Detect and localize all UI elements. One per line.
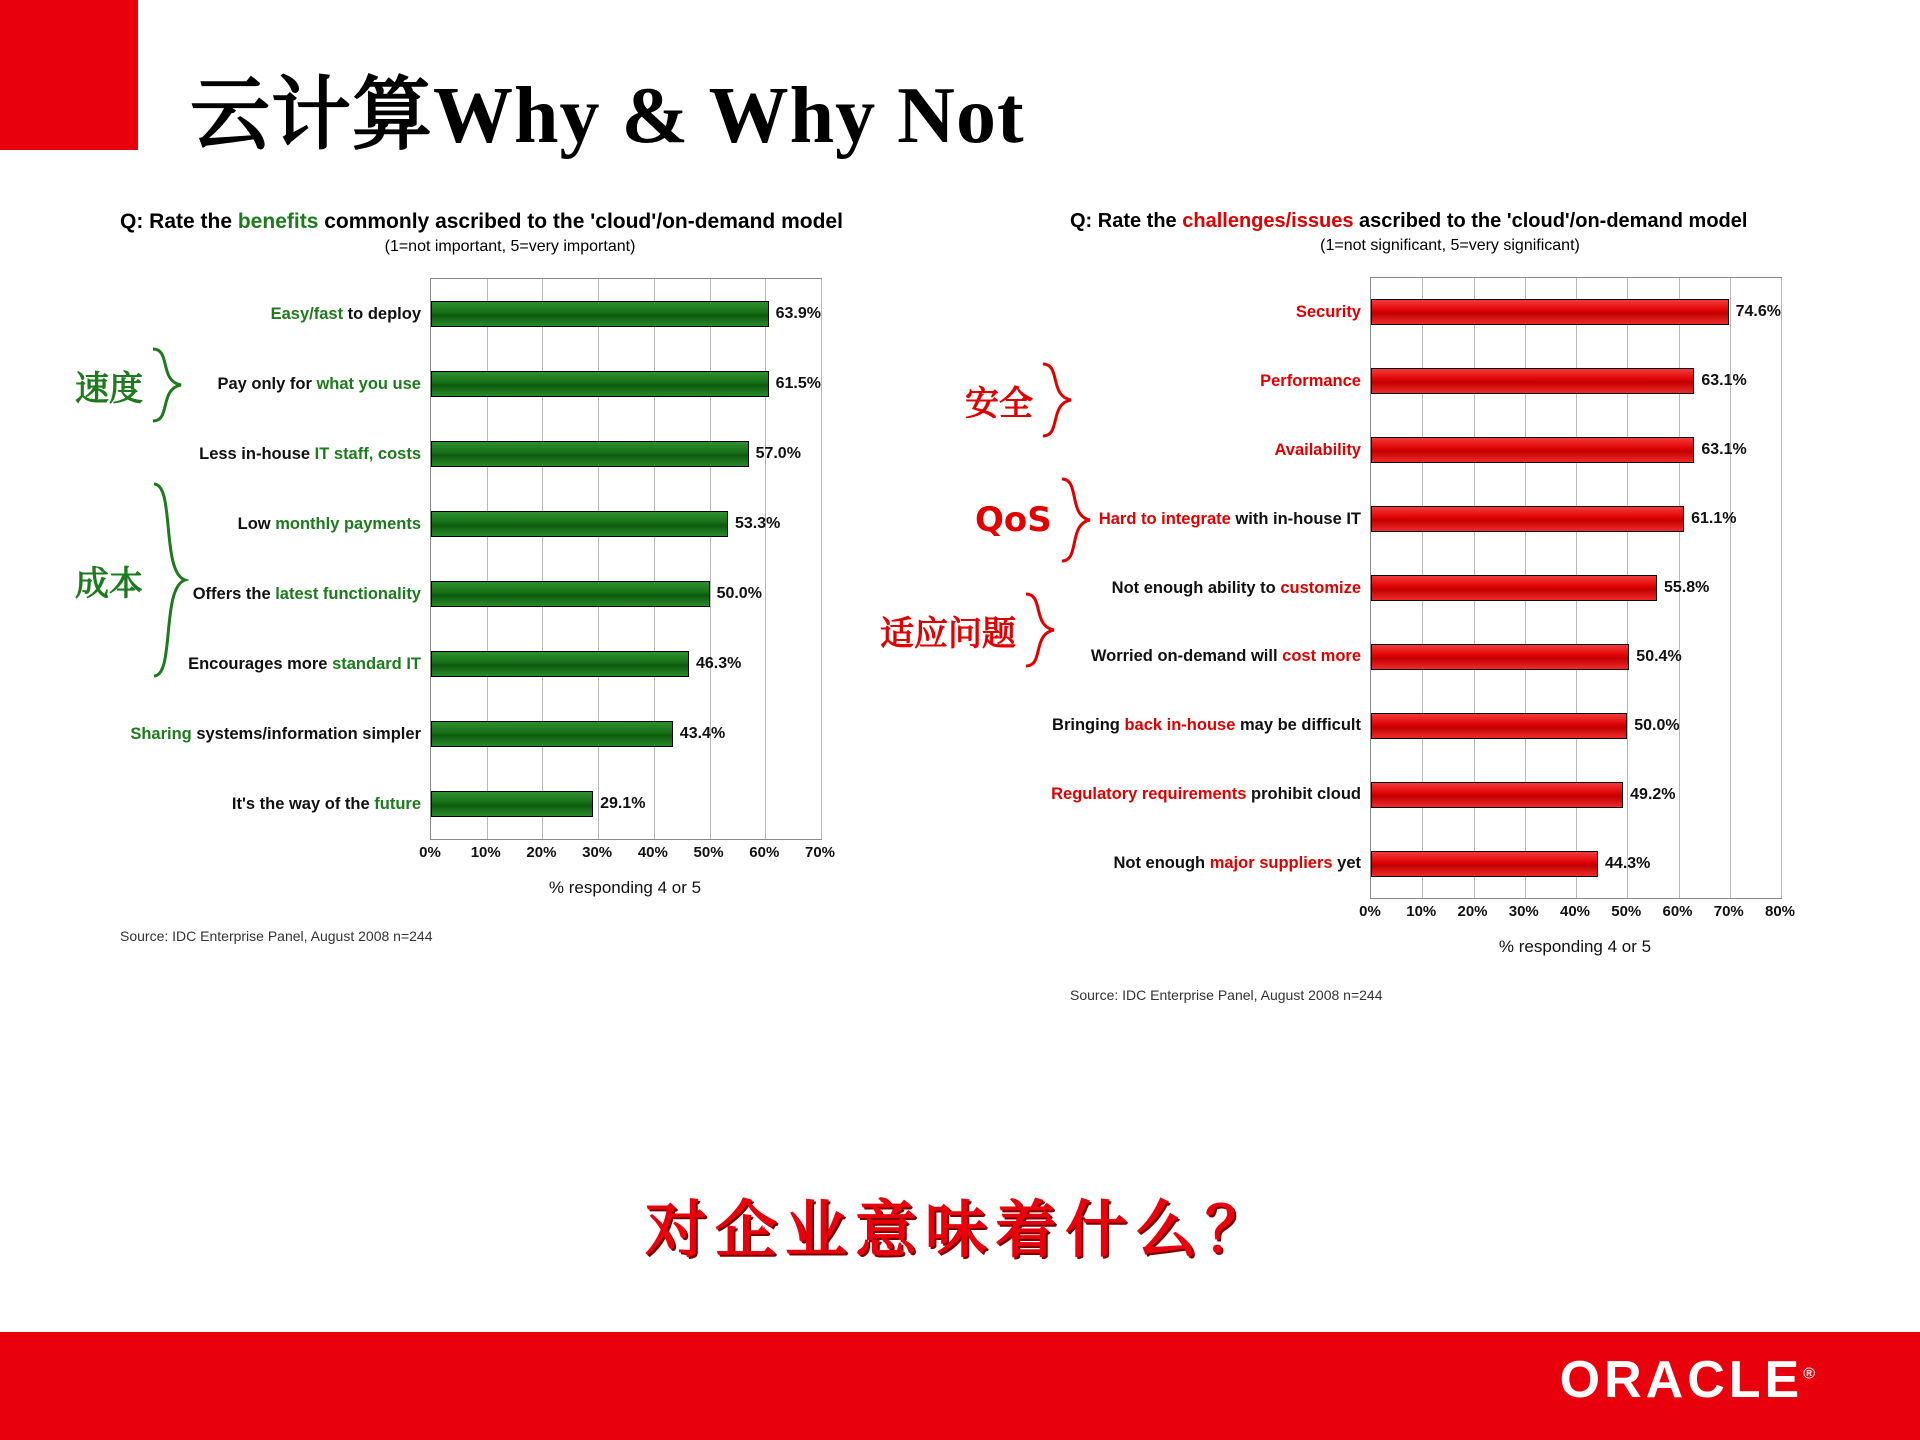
chart-bar-row xyxy=(237,511,821,537)
chart-bar xyxy=(1371,506,1684,532)
brace-icon xyxy=(149,345,185,425)
axis-tick-label: 60% xyxy=(1662,903,1693,920)
chart-bar-row xyxy=(130,721,821,747)
axis-tick-label: 40% xyxy=(1559,903,1591,920)
bar-value-label: 63.1% xyxy=(1701,372,1747,390)
chart-bar-row xyxy=(199,441,821,467)
bar-category-label: Less in-house IT staff, costs xyxy=(199,444,421,463)
gridline xyxy=(1781,278,1782,898)
bar-category-label: Regulatory requirements prohibit cloud xyxy=(1051,785,1361,804)
challenges-x-axis xyxy=(1359,903,1796,929)
gridline xyxy=(710,279,711,839)
chart-bar xyxy=(1371,782,1623,808)
chart-bar xyxy=(431,721,673,747)
bar-value-label: 74.6% xyxy=(1735,303,1781,321)
bar-category-label: Not enough major suppliers yet xyxy=(1113,854,1361,873)
brace-icon xyxy=(149,480,189,680)
bar-value-label: 61.5% xyxy=(775,375,821,392)
benefits-x-axis xyxy=(419,844,836,870)
chart-bar xyxy=(1371,368,1694,394)
bar-category-label: Offers the latest functionality xyxy=(192,584,421,603)
gridline xyxy=(487,279,488,839)
chart-bar-row xyxy=(188,651,821,677)
axis-tick-label: 30% xyxy=(582,844,613,861)
bar-category-label: Pay only for what you use xyxy=(217,374,421,393)
bar-category-label: Not enough ability to customize xyxy=(1111,578,1361,597)
challenges-plot-area xyxy=(1051,277,1782,899)
annotation-cost-label: 成本 xyxy=(75,563,143,604)
chart-bar-row xyxy=(1090,644,1781,670)
annotation-security xyxy=(965,360,1075,440)
bar-value-label: 49.2% xyxy=(1630,785,1676,803)
annotation-integration-label: 适应问题 xyxy=(880,613,1016,654)
chart-bar-row xyxy=(1295,299,1781,325)
annotation-security-label: 安全 xyxy=(965,383,1033,424)
chart-bar-row xyxy=(1274,437,1781,463)
brace-icon xyxy=(1058,475,1094,565)
bar-value-label: 57.0% xyxy=(755,445,801,462)
bar-category-label: Performance xyxy=(1260,371,1361,390)
chart-bar xyxy=(431,441,749,467)
page-title: 云计算Why & Why Not xyxy=(190,72,1025,160)
bar-category-label: Bringing back in-house may be difficult xyxy=(1052,716,1361,735)
axis-tick-label: 0% xyxy=(419,844,441,861)
axis-tick-label: 30% xyxy=(1508,903,1539,920)
annotation-speed xyxy=(75,345,185,425)
brace-icon xyxy=(1022,590,1058,670)
benefits-plot-area xyxy=(130,278,822,840)
axis-tick-label: 20% xyxy=(1457,903,1488,920)
axis-tick-label: 70% xyxy=(804,844,836,861)
bar-category-label: Sharing systems/information simpler xyxy=(130,724,421,743)
bar-value-label: 63.1% xyxy=(1701,441,1747,459)
axis-tick-label: 50% xyxy=(693,844,724,861)
bar-value-label: 61.1% xyxy=(1691,510,1737,528)
bar-value-label: 53.3% xyxy=(734,515,781,532)
bar-category-label: Encourages more standard IT xyxy=(188,654,421,673)
chart-bar-row xyxy=(1051,782,1781,808)
challenges-axis-caption: % responding 4 or 5 xyxy=(1498,937,1652,956)
brace-icon xyxy=(1039,360,1075,440)
chart-bar-row xyxy=(217,371,821,397)
bar-value-label: 44.3% xyxy=(1605,854,1651,872)
challenges-title-prefix: Q: Rate the xyxy=(1070,210,1183,232)
bar-value-label: 50.0% xyxy=(1634,716,1680,734)
axis-tick-label: 60% xyxy=(749,844,780,861)
bar-category-label: Hard to integrate with in-house IT xyxy=(1098,509,1361,528)
benefits-source: Source: IDC Enterprise Panel, August 2008 n=244 xyxy=(120,928,433,944)
chart-bar-row xyxy=(1113,851,1781,877)
axis-tick-label: 0% xyxy=(1359,903,1381,920)
gridline xyxy=(765,279,766,839)
axis-tick-label: 10% xyxy=(1406,903,1437,920)
annotation-integration xyxy=(880,590,1058,670)
benefits-chart-title xyxy=(120,210,900,234)
chart-bar xyxy=(1371,851,1598,877)
annotation-cost xyxy=(75,480,189,680)
bar-category-label: Worried on-demand will cost more xyxy=(1090,647,1361,666)
chart-bar-row xyxy=(1098,506,1781,532)
bar-value-label: 50.0% xyxy=(716,585,762,602)
axis-tick-label: 80% xyxy=(1764,903,1796,920)
chart-bar xyxy=(431,581,710,607)
chart-bar-row xyxy=(1260,368,1781,394)
benefits-chart-subtitle: (1=not important, 5=very important) xyxy=(384,238,636,255)
axis-tick-label: 10% xyxy=(470,844,501,861)
benefits-axis-caption: % responding 4 or 5 xyxy=(548,878,702,897)
gridline xyxy=(598,279,599,839)
chart-bar-row xyxy=(270,301,821,327)
bar-value-label: 50.4% xyxy=(1636,647,1682,665)
challenges-chart-panel xyxy=(1051,210,1830,1003)
bar-category-label: It's the way of the future xyxy=(231,794,421,813)
chart-bar xyxy=(431,651,689,677)
challenges-title-highlight: challenges/issues xyxy=(1182,210,1354,232)
benefits-title-highlight: benefits xyxy=(237,210,319,233)
oracle-logo xyxy=(1560,1350,1815,1410)
chart-bar-row xyxy=(231,791,821,817)
bar-category-label: Easy/fast to deploy xyxy=(270,304,421,323)
axis-tick-label: 50% xyxy=(1611,903,1642,920)
bar-value-label: 55.8% xyxy=(1663,579,1710,596)
benefits-chart-panel xyxy=(120,210,900,944)
challenges-source: Source: IDC Enterprise Panel, August 2008 n=244 xyxy=(1070,987,1383,1003)
chart-bar xyxy=(1371,299,1729,325)
bar-value-label: 29.1% xyxy=(600,795,646,812)
chart-bar xyxy=(431,511,728,537)
chart-bar xyxy=(431,301,769,327)
annotation-qos-label: QoS xyxy=(975,500,1052,540)
axis-tick-label: 40% xyxy=(637,844,668,861)
challenges-chart-subtitle: (1=not significant, 5=very significant) xyxy=(1320,237,1580,254)
oracle-logo-text: ORACLE xyxy=(1559,1351,1804,1409)
bar-category-label: Availability xyxy=(1274,440,1361,459)
bar-value-label: 63.9% xyxy=(775,305,821,322)
oracle-logo-mark: ® xyxy=(1803,1365,1815,1383)
chart-bar-row xyxy=(1052,713,1781,739)
bar-value-label: 43.4% xyxy=(679,725,726,742)
axis-tick-label: 70% xyxy=(1713,903,1744,920)
gridline xyxy=(542,279,543,839)
chart-bar-row xyxy=(192,581,821,607)
chart-bar xyxy=(431,371,769,397)
bar-category-label: Low monthly payments xyxy=(237,514,421,533)
annotation-speed-label: 速度 xyxy=(75,368,143,409)
decorative-red-square xyxy=(0,0,138,150)
challenges-chart-title xyxy=(1070,210,1830,233)
axis-tick-label: 20% xyxy=(526,844,557,861)
benefits-title-prefix: Q: Rate the xyxy=(120,210,238,233)
chart-bar xyxy=(431,791,593,817)
chart-bar xyxy=(1371,644,1629,670)
benefits-title-suffix: commonly ascribed to the 'cloud'/on-demand model xyxy=(318,210,843,233)
bar-category-label: Security xyxy=(1295,302,1361,321)
chart-bar xyxy=(1371,437,1694,463)
gridline xyxy=(654,279,655,839)
challenges-title-suffix: ascribed to the 'cloud'/on-demand model xyxy=(1353,210,1748,232)
chart-bar xyxy=(1371,713,1627,739)
chart-bar-row xyxy=(1111,575,1781,601)
annotation-qos xyxy=(975,475,1094,565)
gridline xyxy=(821,279,822,839)
bar-value-label: 46.3% xyxy=(695,655,742,672)
bottom-caption: 对企业意味着什么？ xyxy=(644,1193,1275,1266)
chart-bar xyxy=(1371,575,1657,601)
